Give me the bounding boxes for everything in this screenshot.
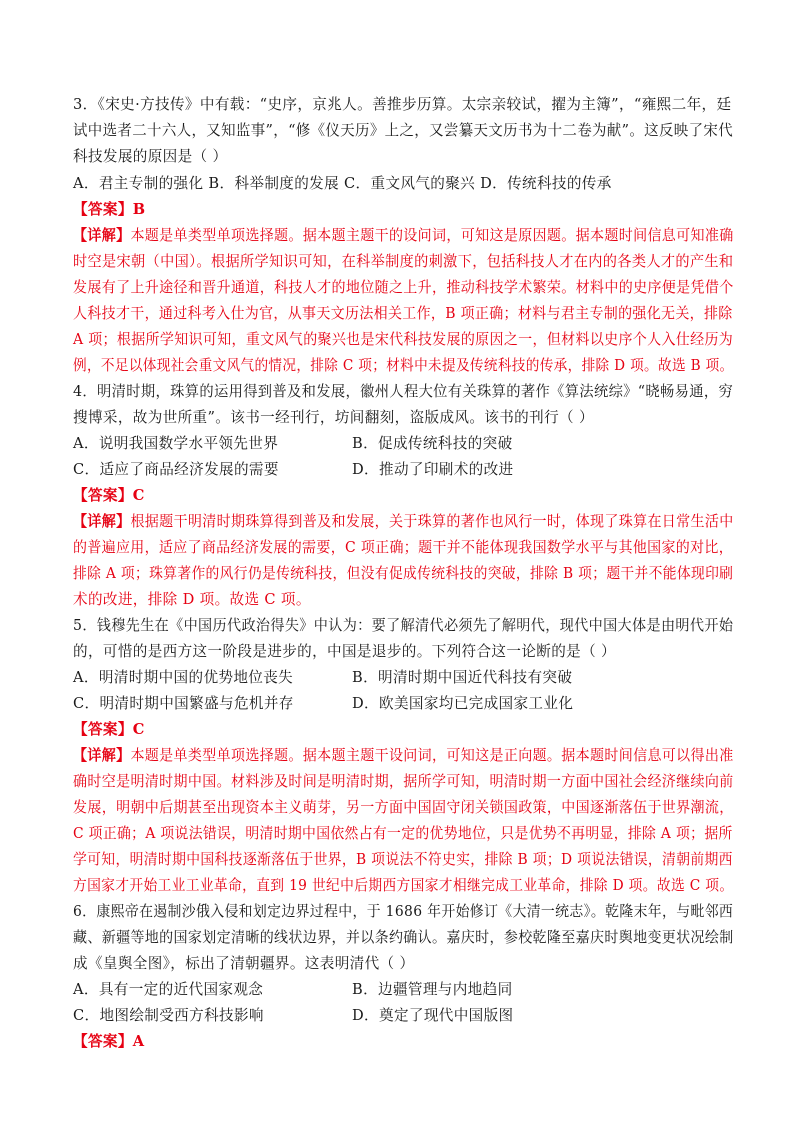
q3-explain-line [73, 226, 734, 246]
q3-stem-line: 科技发展的原因是（ ） [73, 148, 228, 165]
option-b: B．明清时期中国近代科技有突破 [352, 669, 573, 686]
q3-stem-line: 3．《宋史·方技传》中有载：“史序，京兆人。善推步历算。太宗亲较试，擢为主簿”，“雍熙二年，廷 [73, 96, 732, 113]
q5-explain-line: 学可知，明清时期中国科技逐渐落伍于世界，B 项说法不符史实，排除 B 项；D 项说法错误，清朝前期西 [73, 851, 733, 868]
q3-stem-line: 试中选者二十六人，又知监事”，“修《仪天历》上之，又尝纂天文历书为十二卷为献”。这反映了宋代 [73, 122, 734, 139]
answer-value: B [132, 201, 146, 218]
q6-answer [73, 1032, 733, 1052]
explain-text: 本题是单类型单项选择题。据本题主题干设问词，可知这是正向题。据本题时间信息可以得出准 [130, 747, 734, 764]
q4-options-row [73, 434, 733, 454]
q4-explain-line [73, 512, 734, 532]
answer-tag: 【答案】 [73, 487, 133, 504]
option-a: A．说明我国数学水平领先世界 [73, 435, 279, 452]
q4-explain-line: 排除 A 项；珠算著作的风行仍是传统科技，但没有促成传统科技的突破，排除 B 项；题干并不能体现印刷 [73, 565, 734, 582]
q6-options-row [73, 1006, 733, 1026]
q5-stem-line: 5．钱穆先生在《中国历代政治得失》中认为：要了解清代必须先了解明代，现代中国大体是由明代开始 [73, 617, 734, 634]
q6-options-row [73, 980, 733, 1000]
q3-explain-line: 时空是宋朝（中国）。根据所学知识可知，在科举制度的刺激下，包括科技人才在内的各类人才的产生和 [73, 253, 734, 270]
q6-stem-line: 成《皇舆全图》，标出了清朝疆界。这表明清代（ ） [73, 955, 415, 972]
option-b: B．促成传统科技的突破 [352, 435, 513, 452]
q3-explain-line: 例，不足以体现社会重文风气的情况，排除 C 项；材料中未提及传统科技的传承，排除 D 项。故选 B 项。 [73, 357, 734, 374]
q3-options: A．君主专制的强化 B．科举制度的发展 C．重文风气的聚兴 D．传统科技的传承 [73, 175, 612, 192]
explain-text: 根据题干明清时期珠算得到普及和发展，关于珠算的著作也风行一时，体现了珠算在日常生活中 [130, 513, 734, 530]
q3-explain-line: 发展有了上升途径和晋升通道，科技人才的地位随之上升，推动科技学术繁荣。材料中的史序便是凭借个 [73, 279, 734, 296]
q5-stem-line: 的，可惜的是西方这一阶段是进步的，中国是退步的。下列符合这一论断的是（ ） [73, 643, 616, 660]
option-d: D．推动了印刷术的改进 [352, 461, 514, 478]
answer-value: C [132, 721, 145, 738]
q5-explain-line: 方国家才开始工业工业革命，直到 19 世纪中后期西方国家才相继完成工业革命，排除 D 项。故选 C 项。 [73, 877, 734, 894]
q4-answer [73, 486, 733, 506]
option-c: C．适应了商品经济发展的需要 [73, 461, 279, 478]
q5-explain-line: 发展，明朝中后期甚至出现资本主义萌芽，另一方面中国固守闭关锁国政策，中国逐渐落伍于世界潮流， [73, 799, 734, 816]
q5-explain-line: C 项正确；A 项说法错误，明清时期中国依然占有一定的优势地位，只是优势不再明显，排除 A 项；据所 [73, 825, 733, 842]
q5-explain-line: 确时空是明清时期中国。材料涉及时间是明清时期，据所学可知，明清时期一方面中国社会经济继续向前 [73, 773, 734, 790]
option-a: A．明清时期中国的优势地位丧失 [73, 669, 294, 686]
q4-explain-line: 术的改进，排除 D 项。故选 C 项。 [73, 591, 311, 608]
answer-value: C [132, 487, 145, 504]
q5-explain-line [73, 746, 734, 766]
answer-value: A [132, 1033, 145, 1050]
option-c: C．地图绘制受西方科技影响 [73, 1007, 264, 1024]
q4-stem-line: 搜博采，故为世所重”。该书一经刊行，坊间翻刻，盗版成风。该书的刊行（ ） [73, 409, 594, 426]
option-b: B．边疆管理与内地趋同 [352, 981, 513, 998]
answer-tag: 【答案】 [73, 721, 133, 738]
q5-options-row [73, 694, 733, 714]
explain-tag: 【详解】 [73, 747, 131, 764]
q3-explain-line: 人科技才干，通过科考入仕为官，从事天文历法相关工作，B 项正确；材料与君主专制的强化无关，排除 [73, 305, 733, 322]
option-d: D．欧美国家均已完成国家工业化 [352, 695, 574, 712]
q5-options-row [73, 668, 733, 688]
q4-explain-line: 的普遍应用，适应了商品经济发展的需要，C 项正确；题干并不能体现我国数学水平与其他国家的对比， [73, 539, 734, 556]
answer-tag: 【答案】 [73, 1033, 133, 1050]
explain-tag: 【详解】 [73, 513, 131, 530]
option-a: A．具有一定的近代国家观念 [73, 981, 264, 998]
q4-options-row [73, 460, 733, 480]
explain-tag: 【详解】 [73, 227, 131, 244]
explain-text: 本题是单类型单项选择题。据本题主题干的设问词，可知这是原因题。据本题时间信息可知准确 [130, 227, 734, 244]
q4-stem-line: 4．明清时期，珠算的运用得到普及和发展，徽州人程大位有关珠算的著作《算法统综》“晓畅易通，穷 [73, 383, 734, 400]
option-c: C．明清时期中国繁盛与危机并存 [73, 695, 294, 712]
q3-answer [73, 200, 733, 220]
q5-answer [73, 720, 733, 740]
q6-stem-line: 藏、新疆等地的国家划定清晰的线状边界，并以条约确认。嘉庆时，参校乾隆至嘉庆时舆地变更状况绘制 [73, 929, 734, 946]
answer-tag: 【答案】 [73, 201, 133, 218]
q3-explain-line: A 项；根据所学知识可知，重文风气的聚兴也是宋代科技发展的原因之一，但材料以史序个人入仕经历为 [73, 331, 734, 348]
q6-stem-line: 6．康熙帝在遏制沙俄入侵和划定边界过程中，于 1686 年开始修订《大清一统志》。乾隆末年，与毗邻西 [73, 903, 734, 920]
option-d: D．奠定了现代中国版图 [352, 1007, 514, 1024]
